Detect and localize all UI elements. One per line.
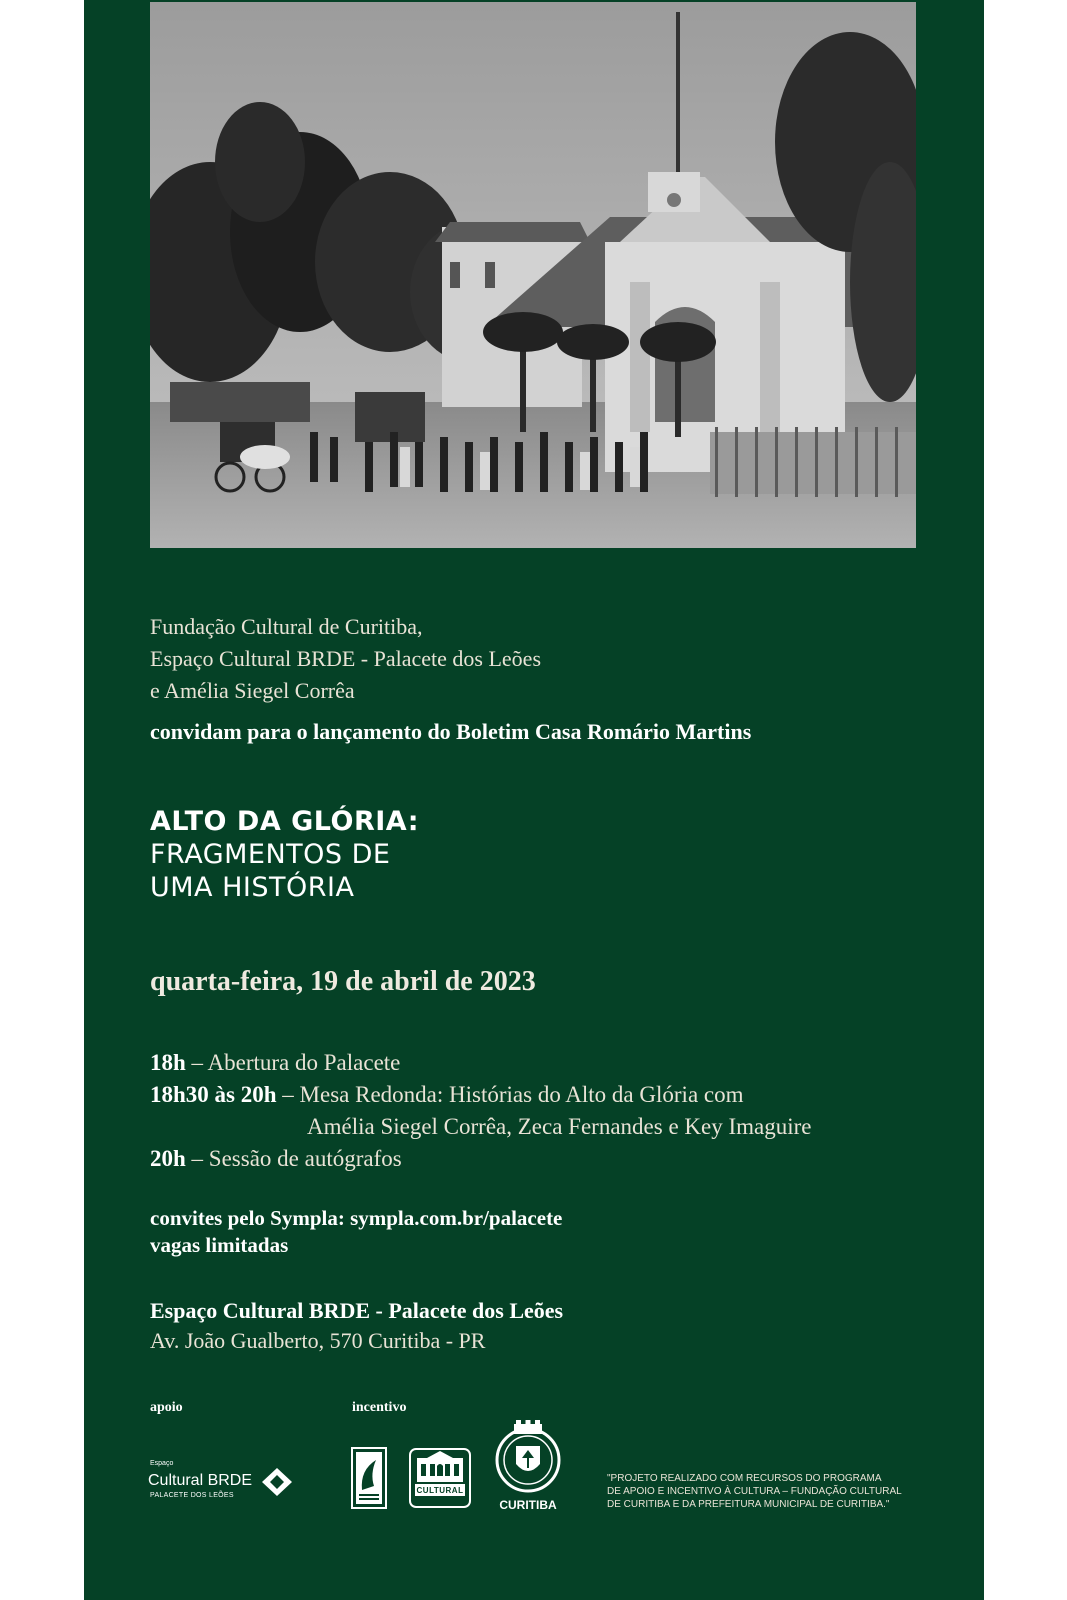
title-line: FRAGMENTOS DE bbox=[150, 839, 391, 870]
curitiba-logo-text: CURITIBA bbox=[499, 1498, 557, 1512]
schedule-time: 18h bbox=[150, 1050, 186, 1075]
schedule-description: – Sessão de autógrafos bbox=[185, 1146, 402, 1171]
fundacao-cultural-logo bbox=[409, 1448, 471, 1508]
historic-photo bbox=[150, 2, 916, 548]
brde-logo-name: Cultural BRDE bbox=[148, 1472, 253, 1489]
event-poster bbox=[84, 0, 984, 1600]
limited-seats-note: vagas limitadas bbox=[150, 1233, 289, 1257]
event-title bbox=[150, 805, 419, 904]
incentive-label: incentivo bbox=[352, 1400, 407, 1415]
disclaimer-line: DE APOIO E INCENTIVO À CULTURA – FUNDAÇÃO CULTURAL bbox=[607, 1486, 902, 1497]
event-date: quarta-feira, 19 de abril de 2023 bbox=[150, 966, 536, 997]
curitiba-logo bbox=[488, 1420, 568, 1512]
tickets-link: convites pelo Sympla: sympla.com.br/palacete bbox=[150, 1206, 563, 1230]
cultural-logo-text: CULTURAL bbox=[416, 1486, 464, 1495]
venue-name: Espaço Cultural BRDE - Palacete dos Leões bbox=[150, 1298, 564, 1323]
organizer-line: e Amélia Siegel Corrêa bbox=[150, 678, 355, 703]
brde-logo-small: Espaço bbox=[150, 1460, 174, 1467]
schedule-time: 20h bbox=[150, 1146, 186, 1171]
schedule bbox=[150, 1047, 812, 1175]
schedule-item bbox=[150, 1047, 812, 1079]
venue-info bbox=[150, 1296, 563, 1356]
organizer-line: Fundação Cultural de Curitiba, bbox=[150, 614, 423, 639]
brde-logo-sub: PALACETE DOS LEÕES bbox=[150, 1492, 234, 1499]
building-icon bbox=[409, 1448, 471, 1508]
schedule-continuation: Amélia Siegel Corrêa, Zeca Fernandes e Key Imaguire bbox=[307, 1114, 812, 1139]
fundo-municipal-logo-icon bbox=[350, 1446, 388, 1510]
disclaimer-line: "PROJETO REALIZADO COM RECURSOS DO PROGRAMA bbox=[607, 1473, 882, 1484]
organizer-line: Espaço Cultural BRDE - Palacete dos Leões bbox=[150, 646, 542, 671]
curitiba-coat-of-arms-icon bbox=[492, 1420, 564, 1494]
schedule-description: – Abertura do Palacete bbox=[185, 1050, 401, 1075]
title-line: ALTO DA GLÓRIA: bbox=[150, 806, 419, 837]
schedule-item bbox=[150, 1079, 812, 1111]
schedule-description: – Mesa Redonda: Histórias do Alto da Glória com bbox=[276, 1082, 744, 1107]
tickets-info bbox=[150, 1205, 562, 1259]
support-label: apoio bbox=[150, 1400, 183, 1415]
venue-address: Av. João Gualberto, 570 Curitiba - PR bbox=[150, 1328, 486, 1353]
title-line: UMA HISTÓRIA bbox=[150, 872, 355, 903]
invitation-text: convidam para o lançamento do Boletim Casa Romário Martins bbox=[150, 719, 752, 744]
historic-photo-illustration bbox=[150, 2, 916, 548]
brde-diamond-icon bbox=[262, 1468, 292, 1496]
organizers bbox=[150, 611, 541, 707]
schedule-time: 18h30 às 20h bbox=[150, 1082, 277, 1107]
funding-disclaimer bbox=[607, 1472, 937, 1511]
disclaimer-line: DE CURITIBA E DA PREFEITURA MUNICIPAL DE CURITIBA." bbox=[607, 1499, 890, 1510]
schedule-item bbox=[150, 1143, 812, 1175]
brde-logo bbox=[148, 1460, 298, 1504]
